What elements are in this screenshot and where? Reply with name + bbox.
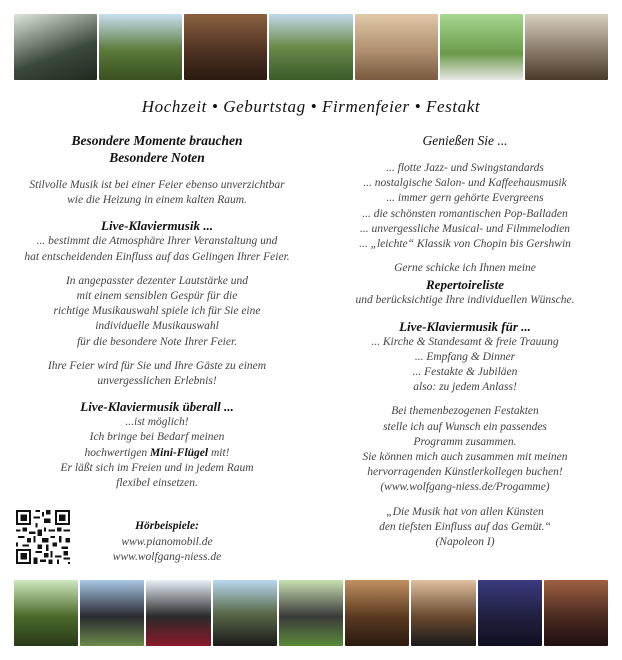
para3-line: Ihre Feier wird für Sie und Ihre Gäste zu einem bbox=[47, 359, 267, 372]
page-headline: Hochzeit • Geburtstag • Firmenfeier • Festakt bbox=[141, 97, 481, 116]
hoerbeispiele-label: Hörbeispiele: bbox=[135, 520, 199, 532]
link-pianomobil[interactable]: www.pianomobil.de bbox=[121, 535, 213, 548]
link-wolfgang-niess[interactable]: www.wolfgang-niess.de bbox=[112, 551, 222, 563]
photo-piano-event bbox=[14, 14, 97, 80]
repertoire-list-item: ... nostalgische Salon- und Kaffeehausmusik bbox=[363, 177, 567, 190]
photo-hall-guests bbox=[184, 14, 267, 80]
photo-van bbox=[80, 580, 144, 646]
occasion-item: ... Empfang & Dinner bbox=[414, 350, 516, 363]
theme-line: Bei themenbezogenen Festakten bbox=[391, 405, 539, 418]
everywhere-heading: Live-Klaviermusik überall ... bbox=[80, 399, 234, 415]
everywhere-line: Ich bringe bei Bedarf meinen bbox=[89, 431, 225, 444]
photo-indoor-piano bbox=[411, 580, 475, 646]
quote-line: den tiefsten Einfluss auf das Gemüt.“ bbox=[379, 520, 551, 533]
everywhere-line: Er läßt sich im Freien und in jedem Raum bbox=[60, 461, 254, 474]
everywhere-text: hochwertigen bbox=[84, 446, 150, 459]
live-for-heading: Live-Klaviermusik für ... bbox=[399, 318, 531, 334]
para2-line: mit einem sensiblen Gespür für die bbox=[76, 290, 238, 303]
repertoire-offer-line: Gerne schicke ich Ihnen meine bbox=[394, 262, 536, 275]
repertoire-list-label: Repertoireliste bbox=[426, 277, 504, 293]
right-heading: Genießen Sie ... bbox=[422, 133, 508, 148]
repertoire-list-item: ... flotte Jazz- und Swingstandards bbox=[386, 162, 544, 174]
live-heading: Live-Klaviermusik ... bbox=[101, 218, 213, 234]
photo-pianist-garden bbox=[279, 580, 343, 646]
repertoire-list-item: ... unvergessliche Musical- und Filmmelodien bbox=[359, 222, 571, 235]
repertoire-list-item: ... immer gern gehörte Evergreens bbox=[386, 192, 544, 205]
photo-candle-dinner bbox=[544, 580, 608, 646]
quote-line: „Die Musik hat von allen Künsten bbox=[386, 505, 544, 518]
bottom-photo-strip bbox=[14, 580, 608, 646]
repertoire-offer-line: und berücksichtige Ihre individuellen Wünsche. bbox=[355, 294, 575, 307]
para3-line: unvergesslichen Erlebnis! bbox=[97, 375, 217, 388]
live-text-line: hat entscheidenden Einfluss auf das Gelingen Ihrer Feier. bbox=[24, 250, 290, 263]
repertoire-list-item: ... die schönsten romantischen Pop-Balladen bbox=[362, 207, 568, 220]
left-title-line2: Besondere Noten bbox=[109, 150, 205, 165]
left-column bbox=[12, 132, 302, 491]
para2-line: richtige Musikauswahl spiele ich für Sie eine bbox=[53, 305, 261, 318]
theme-line: stelle ich auf Wunsch ein passendes bbox=[383, 420, 547, 433]
intro-line: wie die Heizung in einem kalten Raum. bbox=[67, 194, 247, 207]
photo-dinner-tables bbox=[355, 14, 438, 80]
para2-line: für die besondere Note Ihrer Feier. bbox=[76, 335, 238, 348]
hoerbeispiele-block bbox=[92, 519, 242, 566]
quote-attribution: (Napoleon I) bbox=[435, 536, 495, 549]
everywhere-line: ...ist möglich! bbox=[125, 416, 189, 429]
everywhere-line bbox=[12, 446, 302, 461]
theme-line: (www.wolfgang-niess.de/Progamme) bbox=[380, 481, 550, 494]
right-column bbox=[320, 132, 610, 550]
mini-fluegel-label: Mini-Flügel bbox=[149, 446, 209, 459]
theme-line: hervorragenden Künstlerkollegen buchen! bbox=[367, 466, 563, 479]
theme-line: Sie können mich auch zusammen mit meinen bbox=[362, 451, 568, 464]
everywhere-line: flexibel einsetzen. bbox=[116, 477, 198, 490]
photo-white-piano bbox=[440, 14, 523, 80]
photo-van-field bbox=[213, 580, 277, 646]
para2-line: In angepasster dezenter Lautstärke und bbox=[65, 274, 249, 287]
occasion-item: also: zu jedem Anlass! bbox=[413, 381, 517, 394]
top-photo-strip bbox=[14, 14, 608, 80]
theme-line: Programm zusammen. bbox=[413, 435, 517, 448]
everywhere-text: mit! bbox=[208, 446, 230, 459]
photo-grand-piano-lawn bbox=[146, 580, 210, 646]
occasion-item: ... Festakte & Jubiläen bbox=[412, 366, 518, 379]
photo-garden-wedding bbox=[99, 14, 182, 80]
photo-reception bbox=[525, 14, 608, 80]
occasion-item: ... Kirche & Standesamt & freie Trauung bbox=[371, 335, 559, 348]
left-title-line1: Besondere Momente brauchen bbox=[71, 133, 243, 148]
para2-line: individuelle Musikauswahl bbox=[95, 320, 219, 333]
photo-stage-blue bbox=[478, 580, 542, 646]
qr-code-icon[interactable] bbox=[16, 510, 70, 564]
intro-line: Stilvolle Musik ist bei einer Feier ebenso unverzichtbar bbox=[29, 179, 285, 191]
live-text-line: ... bestimmt die Atmosphäre Ihrer Veranstaltung und bbox=[36, 235, 278, 248]
photo-garden-terrace bbox=[269, 14, 352, 80]
repertoire-list-item: ... „leichte“ Klassik von Chopin bis Gershwin bbox=[359, 238, 571, 251]
photo-pianist-outdoor bbox=[14, 580, 78, 646]
photo-ballroom bbox=[345, 580, 409, 646]
